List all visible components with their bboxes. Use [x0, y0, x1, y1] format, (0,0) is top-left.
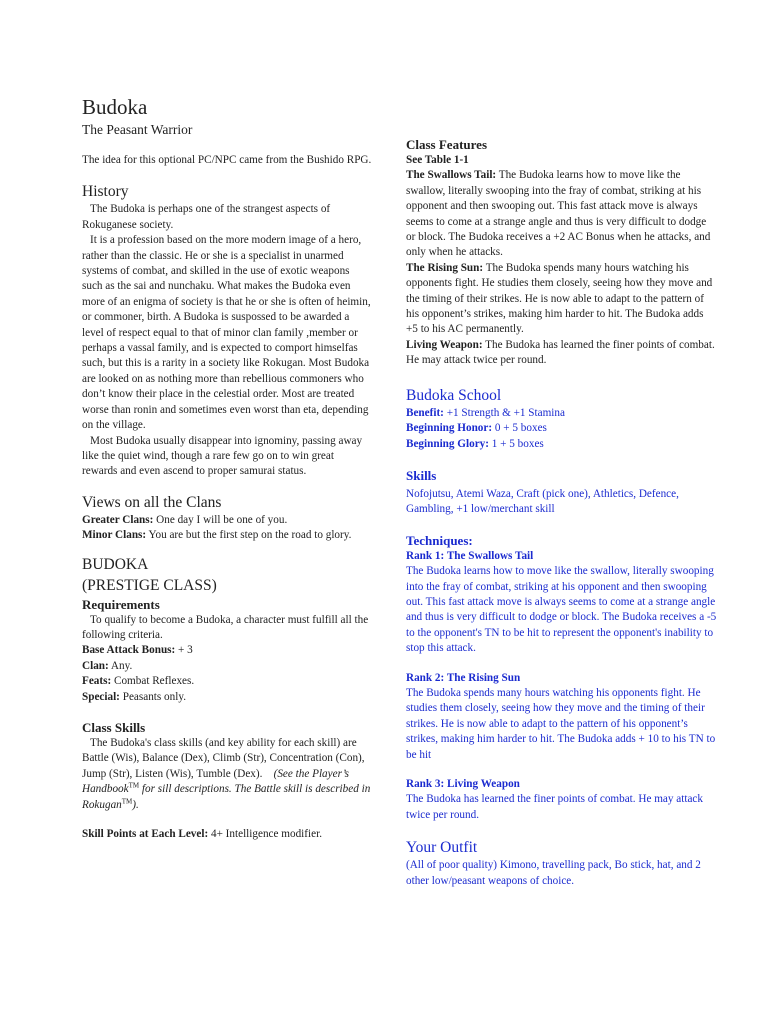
history-paragraph-1: The Budoka is perhaps one of the strangest aspects of Rokuganese society.	[82, 203, 331, 231]
feats-text: Combat Reflexes.	[111, 675, 195, 688]
greater-clans-text: One day I will be one of you.	[153, 513, 288, 526]
requirements-intro: To qualify to become a Budoka, a character must fulfill all the following criteria.	[82, 613, 369, 641]
benefit-label: Benefit:	[406, 406, 444, 419]
left-column	[82, 0, 372, 842]
feature-living-weapon	[406, 338, 718, 369]
rank3-text: The Budoka has learned the finer points of combat. He may attack twice per round.	[406, 793, 703, 821]
bab-label: Base Attack Bonus:	[82, 644, 176, 657]
class-skills-note-b: for sill descriptions. The Battle skill is described in Rokugan	[82, 783, 371, 811]
right-column	[406, 0, 718, 889]
budoka-school-heading: Budoka School	[406, 386, 502, 404]
minor-clans-label: Minor Clans:	[82, 529, 147, 542]
prestige-heading-2: (PRESTIGE CLASS)	[82, 576, 217, 594]
school-glory	[406, 437, 718, 452]
glory-text: 1 + 5 boxes	[488, 437, 544, 450]
rising-sun-label: The Rising Sun:	[406, 261, 484, 274]
history-paragraph-3: Most Budoka usually disappear into ignominy, passing away like the quiet wind, though a rare few go on to win great rewards and even ascend to proper samurai status.	[82, 434, 363, 478]
glory-label: Beginning Glory:	[406, 437, 489, 450]
prestige-heading-1: BUDOKA	[82, 555, 149, 573]
feature-swallows-tail	[406, 168, 718, 260]
living-weapon-text: The Budoka has learned the finer points of combat. He may attack twice per round.	[406, 338, 715, 367]
rank1-title: Rank 1: The Swallows Tail	[406, 549, 534, 562]
rank2-title: Rank 2: The Rising Sun	[406, 671, 521, 684]
class-skills-note-c: ).	[132, 798, 139, 811]
feats-label: Feats:	[82, 675, 112, 688]
rank3-title: Rank 3: Living Weapon	[406, 778, 520, 790]
requirements-heading: Requirements	[82, 596, 160, 612]
swallows-tail-label: The Swallows Tail:	[406, 169, 497, 182]
living-weapon-label: Living Weapon:	[406, 338, 483, 351]
honor-text: 0 + 5 boxes	[492, 422, 547, 435]
special-label: Special:	[82, 690, 120, 703]
clan-label: Clan:	[82, 659, 109, 672]
table-reference: See Table 1-1	[406, 154, 469, 166]
page-title: Budoka	[82, 95, 148, 119]
class-skills-note-a: (See the Player’s Handbook	[82, 767, 349, 796]
school-honor	[406, 421, 718, 436]
bab-text: + 3	[175, 644, 193, 657]
views-heading: Views on all the Clans	[82, 493, 222, 511]
page-subtitle: The Peasant Warrior	[82, 122, 193, 137]
views-minor-clans	[82, 528, 372, 543]
class-skills-paragraph	[82, 736, 372, 813]
req-clan	[82, 659, 372, 674]
skill-points	[82, 827, 372, 842]
req-bab	[82, 643, 372, 658]
class-skills-heading: Class Skills	[82, 719, 146, 735]
req-special	[82, 690, 372, 705]
trademark-2: TM	[121, 796, 133, 805]
outfit-heading: Your Outfit	[406, 839, 478, 857]
skill-points-label: Skill Points at Each Level:	[82, 828, 209, 840]
swallows-tail-text: The Budoka learns how to move like the swallow, literally swooping into the fray of combat, striking at his opponent and then swooping out. This fast attack move is always seems to come at a strange angle and thus is very difficult to dodge or block. The Budoka receives a +2 AC Bonus when he attacks, and only when he attacks.	[406, 169, 711, 259]
clan-text: Any.	[108, 659, 133, 672]
special-text: Peasants only.	[119, 690, 187, 703]
benefit-text: +1 Strength & +1 Stamina	[443, 406, 565, 419]
req-feats	[82, 674, 372, 689]
minor-clans-text: You are but the first step on the road to glory.	[146, 529, 352, 542]
history-paragraph-2: It is a profession based on the more modern image of a hero, rather than the classic. He or she is a specialist in unarmed systems of combat, and skilled in the use of exotic weapons such as the sai and nunchaku. What makes the Budoka even more of an enigma of society is that he or she is often of heimin, or commoner, birth. A Budoka is suspossed to be awarded a level of respect equal to that of minor clan family ,member or perhaps a vassal family, and is expected to comport himselfas such, but this is a rarity in a society like Rokugan. Most Budoka are looked on as nothing more than rebellious commoners who don’t know their place in the celestial order. Most are treated worse than ronin and sometimes even worst than eta, depending on the village.	[82, 234, 371, 432]
class-features-heading: Class Features	[406, 137, 488, 152]
honor-label: Beginning Honor:	[406, 422, 493, 435]
skills-heading: Skills	[406, 467, 437, 483]
rank1-text: The Budoka learns how to move like the swallow, literally swooping into the fray of combat, striking at his opponent and then swooping out. This fast attack move is always seems to come at a strange angle and thus is very difficult to dodge or block. The Budoka receives a -5 to the opponent's TN to be hit to represent the opponent's inability to stop this attack.	[406, 565, 717, 655]
rising-sun-text: The Budoka spends many hours watching his opponents fight. He studies them closely, seeing how they move and the timing of their strikes. He is now able to adapt to the pattern of his opponent’s strikes, making him harder to hit. The Budoka adds +5 to his AC permanently.	[406, 261, 713, 336]
class-skills-text: The Budoka's class skills (and key ability for each skill) are Battle (Wis), Balance (Dex), Climb (Str), Concentration (Con), Jump (Str), Listen (Wis), Tumble (Dex).	[82, 736, 365, 780]
school-benefit	[406, 406, 718, 421]
skill-points-text: 4+ Intelligence modifier.	[208, 828, 322, 840]
views-greater-clans	[82, 513, 372, 528]
greater-clans-label: Greater Clans:	[82, 513, 154, 526]
techniques-heading: Techniques:	[406, 532, 473, 548]
feature-rising-sun	[406, 261, 718, 338]
history-heading: History	[82, 183, 129, 201]
rank2-text: The Budoka spends many hours watching his opponents fight. He studies them closely, seeing how they move and the timing of their strikes. He is now able to adapt to the pattern of his opponent’s strikes, making him harder to hit. The Budoka adds + 10 to his TN to be hit	[406, 686, 716, 761]
trademark-1: TM	[128, 781, 140, 790]
skills-text: Nofojutsu, Atemi Waza, Craft (pick one), Athletics, Defence, Gambling, +1 low/merchant skill	[406, 487, 679, 516]
intro-paragraph: The idea for this optional PC/NPC came from the Bushido RPG.	[82, 154, 372, 166]
outfit-text: (All of poor quality) Kimono, travelling pack, Bo stick, hat, and 2 other low/peasant weapons of choice.	[406, 859, 701, 887]
